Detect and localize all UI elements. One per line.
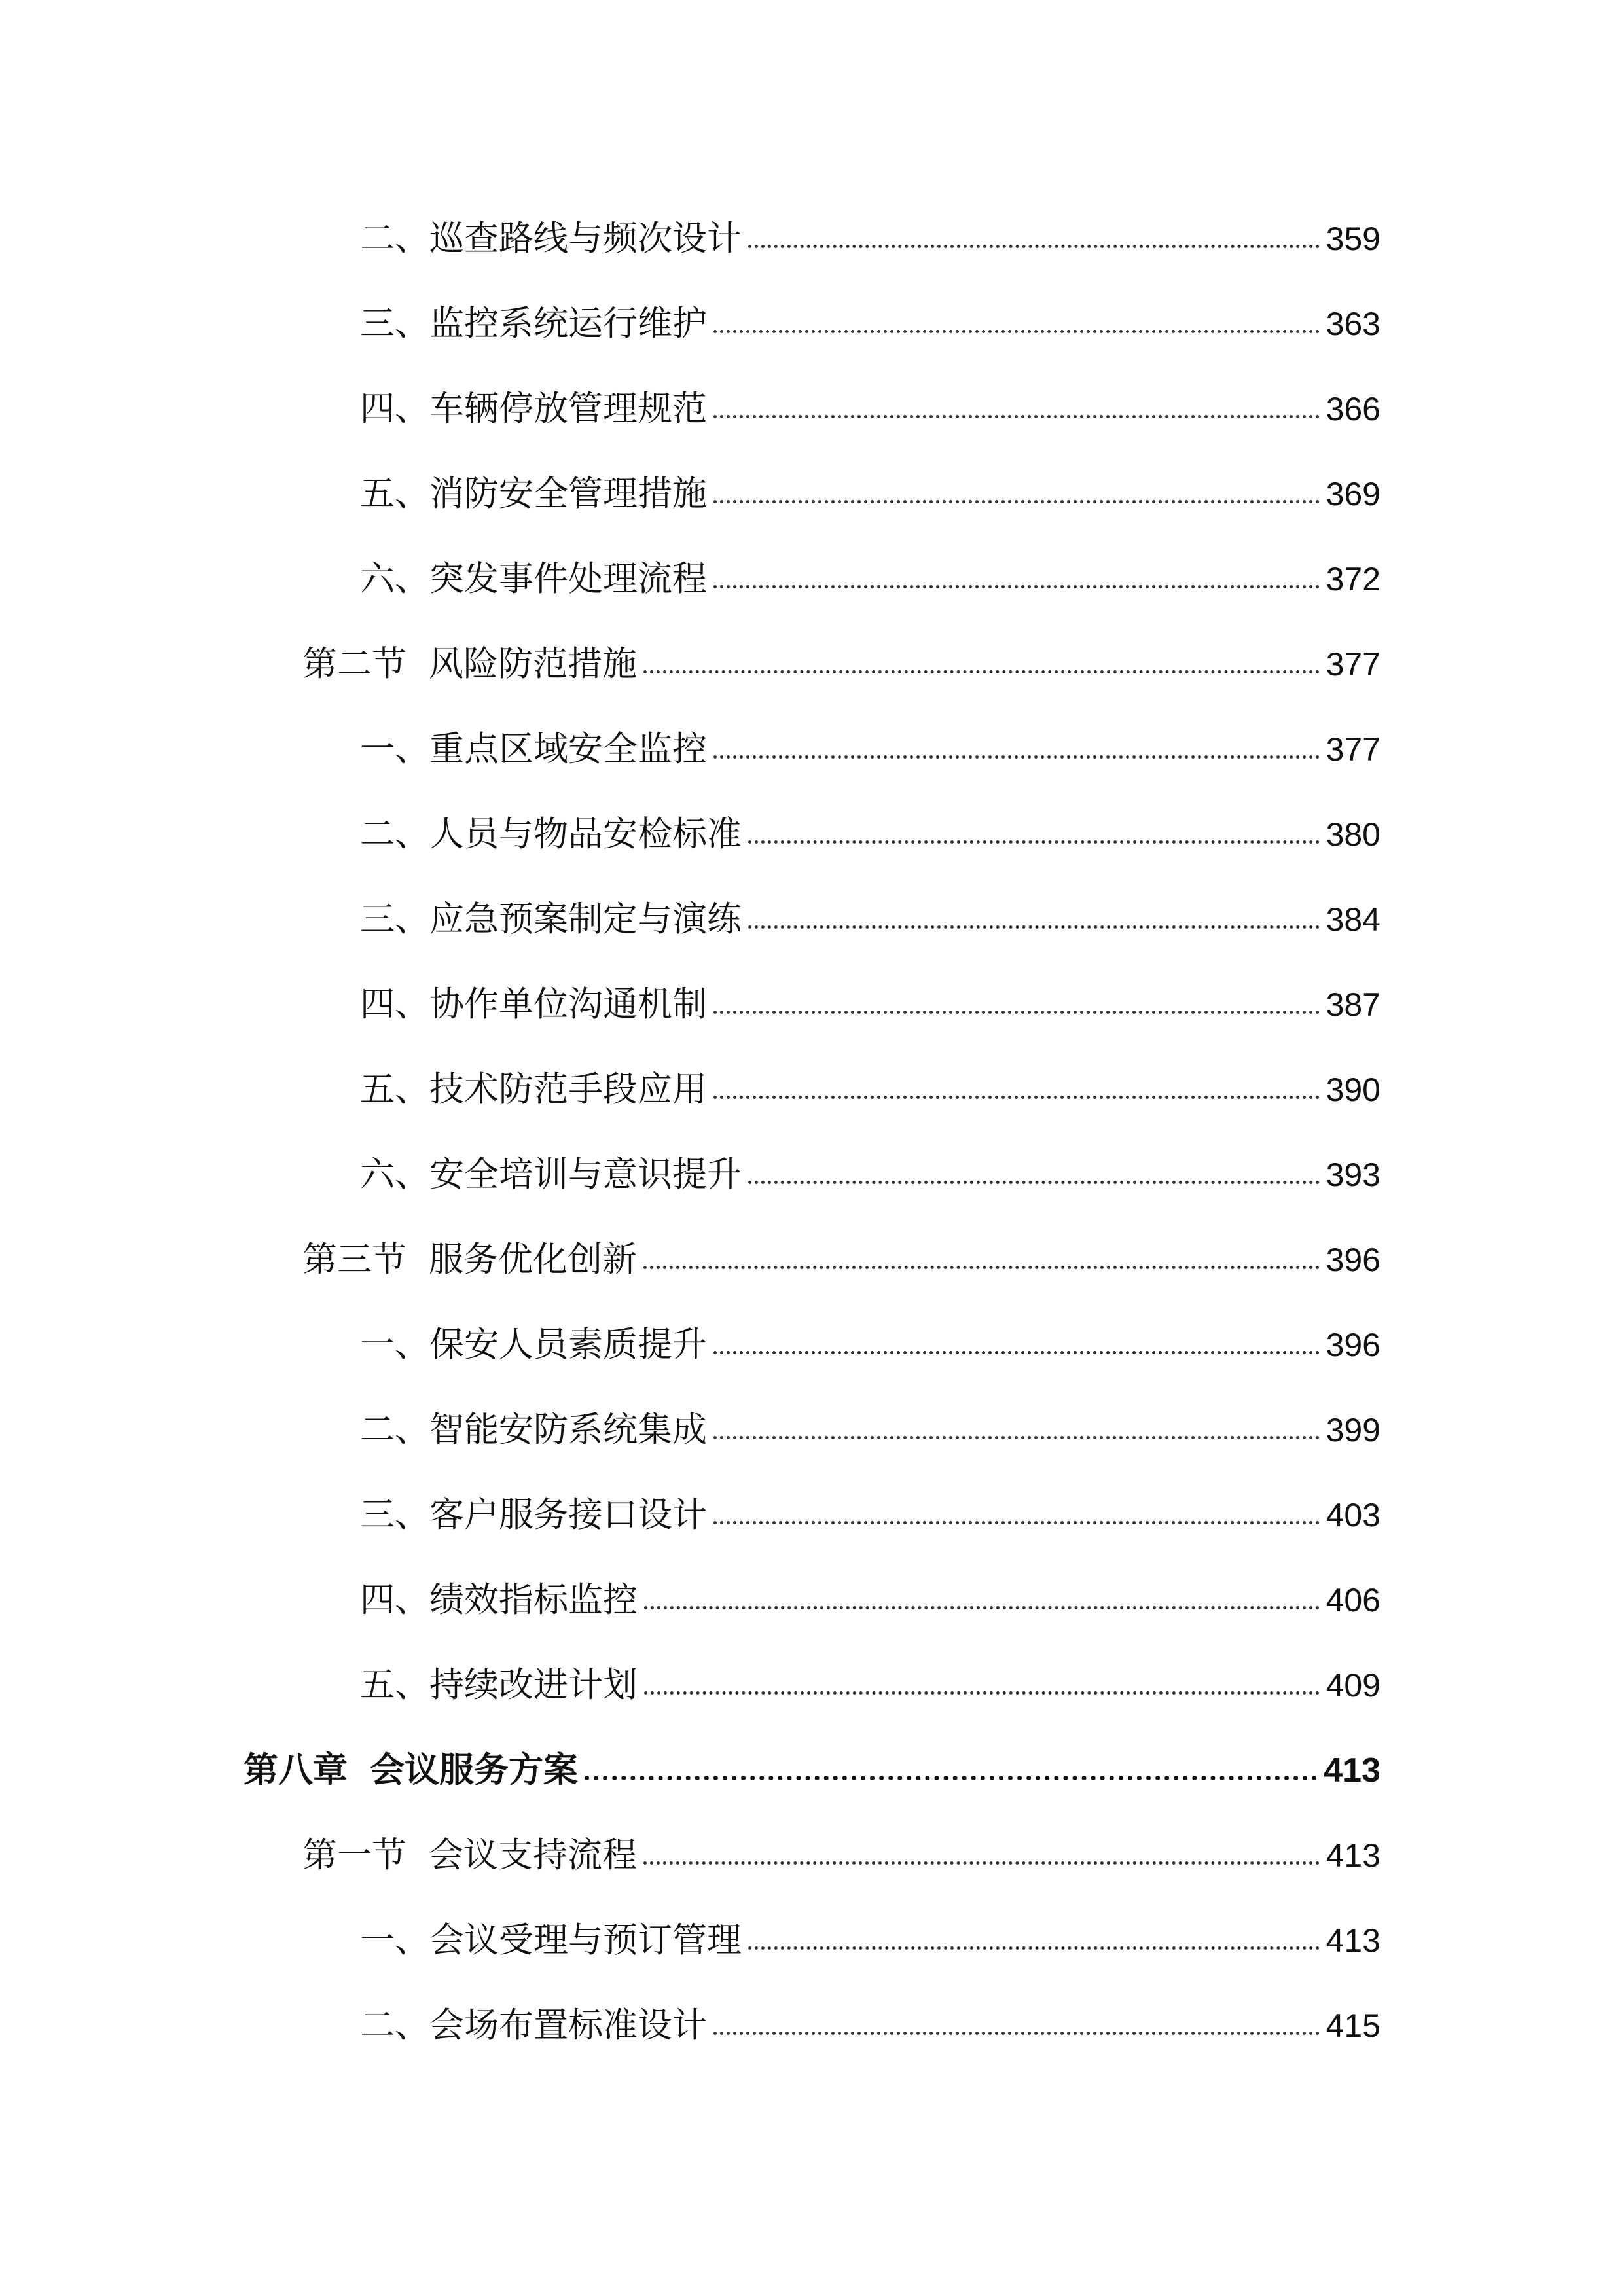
- entry-number: 五、: [360, 1069, 429, 1109]
- entry-title: 会议服务方案: [370, 1750, 578, 1790]
- page-number: 409: [1326, 1667, 1380, 1704]
- toc-entry[interactable]: [360, 1990, 1380, 2062]
- page-number: 359: [1326, 221, 1380, 257]
- dot-leader: [748, 1946, 1320, 1950]
- dot-leader: [748, 840, 1320, 844]
- entry-title: 人员与物品安检标准: [429, 814, 742, 854]
- entry-title: 车辆停放管理规范: [429, 389, 707, 429]
- entry-title: 巡查路线与频次设计: [429, 219, 742, 259]
- toc-entry[interactable]: [302, 1820, 1380, 1892]
- entry-number: 四、: [360, 1580, 429, 1620]
- entry-title: 安全培训与意识提升: [429, 1155, 742, 1194]
- toc-entry[interactable]: [360, 713, 1380, 785]
- dot-leader: [748, 925, 1320, 929]
- entry-number: 二、: [360, 2005, 429, 2045]
- toc-entry[interactable]: [360, 203, 1380, 275]
- dot-leader: [713, 1521, 1320, 1524]
- entry-title: 会议受理与预订管理: [429, 1920, 742, 1960]
- page-number: 415: [1326, 2007, 1380, 2044]
- entry-number: 一、: [360, 1920, 429, 1960]
- toc-entry[interactable]: [360, 1054, 1380, 1126]
- page-number: 363: [1326, 306, 1380, 342]
- page-number: 377: [1326, 731, 1380, 768]
- dot-leader: [713, 500, 1320, 503]
- dot-leader: [713, 415, 1320, 418]
- page-number: 393: [1326, 1157, 1380, 1193]
- page-number: 377: [1326, 646, 1380, 683]
- page-number: 396: [1326, 1327, 1380, 1363]
- dot-leader: [585, 1776, 1317, 1780]
- page-number: 387: [1326, 986, 1380, 1023]
- dot-leader: [644, 1606, 1320, 1609]
- toc-entry[interactable]: [360, 543, 1380, 615]
- entry-number: 六、: [360, 559, 429, 599]
- page-number: 413: [1324, 1751, 1380, 1789]
- entry-title: 协作单位沟通机制: [429, 984, 707, 1024]
- toc-entry[interactable]: [302, 1224, 1380, 1296]
- entry-number: 一、: [360, 1325, 429, 1365]
- entry-number: 一、: [360, 729, 429, 769]
- page-number: 396: [1326, 1242, 1380, 1278]
- entry-title: 会议支持流程: [429, 1835, 637, 1875]
- dot-leader: [643, 670, 1320, 673]
- entry-title: 智能安防系统集成: [429, 1410, 707, 1450]
- dot-leader: [643, 1266, 1320, 1269]
- entry-number: 五、: [360, 474, 429, 514]
- dot-leader: [713, 755, 1320, 759]
- entry-title: 会场布置标准设计: [429, 2005, 707, 2045]
- entry-number: 五、: [360, 1665, 429, 1705]
- dot-leader: [643, 1861, 1320, 1865]
- page-number: 399: [1326, 1412, 1380, 1448]
- toc-entry[interactable]: [360, 1649, 1380, 1721]
- entry-title: 监控系统运行维护: [429, 304, 707, 344]
- entry-title: 绩效指标监控: [429, 1580, 638, 1620]
- entry-title: 风险防范措施: [429, 644, 637, 684]
- toc-entry[interactable]: [360, 798, 1380, 870]
- entry-title: 突发事件处理流程: [429, 559, 707, 599]
- dot-leader: [713, 1096, 1320, 1099]
- dot-leader: [713, 1436, 1320, 1439]
- toc-entry[interactable]: [360, 969, 1380, 1041]
- page-number: 413: [1326, 1922, 1380, 1959]
- page-number: 403: [1326, 1497, 1380, 1534]
- dot-leader: [748, 1181, 1320, 1184]
- entry-title: 重点区域安全监控: [429, 729, 707, 769]
- entry-title: 服务优化创新: [429, 1240, 637, 1280]
- page-number: 406: [1326, 1582, 1380, 1619]
- entry-title: 保安人员素质提升: [429, 1325, 707, 1365]
- dot-leader: [713, 330, 1320, 333]
- page-number: 369: [1326, 476, 1380, 512]
- page-number: 380: [1326, 816, 1380, 853]
- dot-leader: [713, 2032, 1320, 2035]
- page-number: 384: [1326, 901, 1380, 938]
- dot-leader: [748, 245, 1320, 248]
- toc-chapter-entry[interactable]: [244, 1734, 1380, 1806]
- entry-number: 三、: [360, 899, 429, 939]
- dot-leader: [713, 585, 1320, 588]
- page-number: 390: [1326, 1071, 1380, 1108]
- dot-leader: [713, 1351, 1320, 1354]
- entry-number: 第三节: [302, 1240, 406, 1280]
- entry-title: 消防安全管理措施: [429, 474, 707, 514]
- toc-entry[interactable]: [360, 1479, 1380, 1551]
- toc-entry[interactable]: [302, 628, 1380, 700]
- page-number: 372: [1326, 561, 1380, 598]
- toc-entry[interactable]: [360, 1309, 1380, 1381]
- toc-entry[interactable]: [360, 1139, 1380, 1211]
- toc-entry[interactable]: [360, 884, 1380, 956]
- entry-title: 技术防范手段应用: [429, 1069, 707, 1109]
- entry-number: 三、: [360, 304, 429, 344]
- page-number: 413: [1326, 1837, 1380, 1874]
- entry-number: 二、: [360, 1410, 429, 1450]
- toc-entry[interactable]: [360, 373, 1380, 445]
- toc-entry[interactable]: [360, 1564, 1380, 1636]
- entry-number: 六、: [360, 1155, 429, 1194]
- entry-number: 四、: [360, 984, 429, 1024]
- entry-number: 二、: [360, 219, 429, 259]
- entry-number: 三、: [360, 1495, 429, 1535]
- dot-leader: [644, 1691, 1320, 1695]
- entry-number: 二、: [360, 814, 429, 854]
- dot-leader: [713, 1011, 1320, 1014]
- toc-entry[interactable]: [360, 1905, 1380, 1977]
- page-number: 366: [1326, 391, 1380, 427]
- entry-number: 第一节: [302, 1835, 406, 1875]
- entry-title: 客户服务接口设计: [429, 1495, 707, 1535]
- entry-number: 第八章: [244, 1750, 348, 1790]
- entry-number: 第二节: [302, 644, 406, 684]
- entry-title: 持续改进计划: [429, 1665, 638, 1705]
- toc-entry[interactable]: [360, 1394, 1380, 1466]
- entry-number: 四、: [360, 389, 429, 429]
- toc-entry[interactable]: [360, 288, 1380, 360]
- toc-entry[interactable]: [360, 458, 1380, 530]
- entry-title: 应急预案制定与演练: [429, 899, 742, 939]
